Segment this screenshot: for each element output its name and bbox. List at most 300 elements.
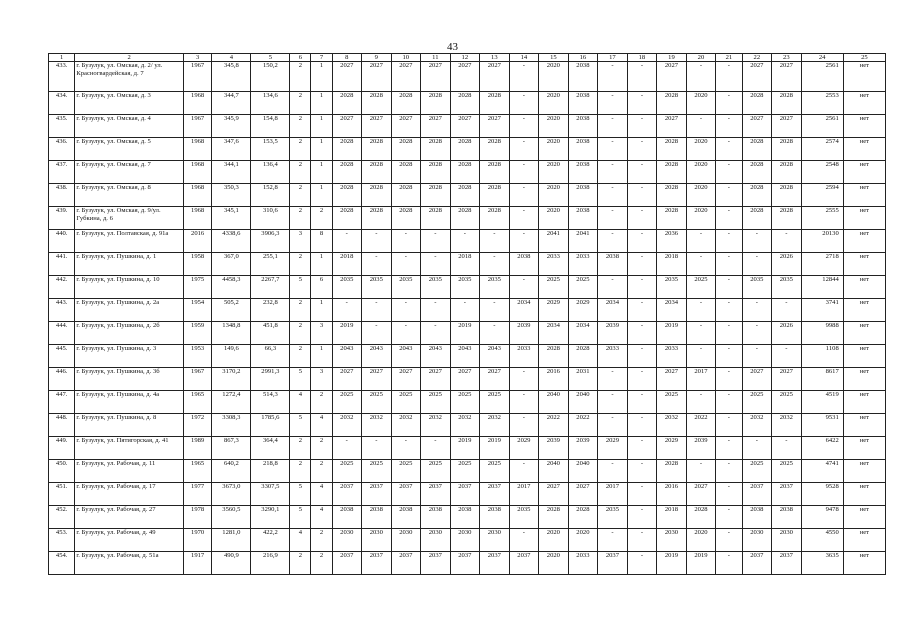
- table-cell: 453.: [49, 529, 75, 552]
- table-cell: 2028: [391, 207, 421, 230]
- table-cell: 2: [290, 552, 311, 575]
- table-cell: 2037: [332, 483, 362, 506]
- table-cell: 2030: [772, 529, 802, 552]
- table-cell: нет: [843, 345, 885, 368]
- table-cell: 2555: [801, 207, 843, 230]
- table-cell: 2028: [391, 92, 421, 115]
- table-cell: -: [480, 299, 510, 322]
- table-row: [49, 552, 886, 575]
- table-cell: -: [421, 253, 451, 276]
- column-number: 14: [509, 54, 539, 62]
- table-cell: 2028: [421, 138, 451, 161]
- table-cell: -: [716, 529, 742, 552]
- table-cell: 2028: [362, 207, 392, 230]
- table-cell: -: [480, 230, 510, 253]
- column-number: 24: [801, 54, 843, 62]
- table-cell: 6: [311, 276, 332, 299]
- table-cell: 1281,0: [212, 529, 251, 552]
- table-cell: -: [716, 92, 742, 115]
- table-cell: 2027: [742, 368, 772, 391]
- table-cell: 2028: [450, 138, 480, 161]
- table-cell: 2028: [480, 92, 510, 115]
- table-cell: -: [627, 506, 657, 529]
- table-cell: 490,9: [212, 552, 251, 575]
- table-cell: 2035: [480, 276, 510, 299]
- table-cell: 2032: [391, 414, 421, 437]
- table-cell: 2018: [450, 253, 480, 276]
- table-cell: 2034: [568, 322, 598, 345]
- table-cell: -: [480, 253, 510, 276]
- table-cell: 2043: [421, 345, 451, 368]
- table-cell: 2027: [480, 62, 510, 92]
- table-row: [49, 299, 886, 322]
- table-cell: 152,8: [251, 184, 290, 207]
- table-cell: 3308,3: [212, 414, 251, 437]
- table-cell: 2027: [362, 62, 392, 92]
- table-cell: -: [716, 299, 742, 322]
- table-cell: -: [627, 230, 657, 253]
- table-cell: 1968: [183, 184, 211, 207]
- column-number: 10: [391, 54, 421, 62]
- table-cell: 2016: [657, 483, 687, 506]
- table-cell: 2027: [657, 115, 687, 138]
- table-cell: 310,6: [251, 207, 290, 230]
- table-cell: 2027: [362, 115, 392, 138]
- table-cell: 2027: [391, 115, 421, 138]
- table-row: [49, 161, 886, 184]
- table-cell: -: [627, 207, 657, 230]
- table-cell: 1: [311, 184, 332, 207]
- table-cell: 5: [290, 506, 311, 529]
- table-cell: 2: [311, 207, 332, 230]
- column-number: 12: [450, 54, 480, 62]
- table-cell: 2028: [450, 161, 480, 184]
- table-cell: 1968: [183, 207, 211, 230]
- table-cell: -: [509, 460, 539, 483]
- table-cell: 2028: [742, 92, 772, 115]
- table-cell: -: [509, 92, 539, 115]
- table-cell: 2017: [509, 483, 539, 506]
- table-cell: -: [509, 414, 539, 437]
- table-cell: 2025: [539, 276, 569, 299]
- table-cell: -: [391, 230, 421, 253]
- table-cell: -: [686, 460, 716, 483]
- table-cell: 2: [290, 207, 311, 230]
- table-cell: 2028: [332, 161, 362, 184]
- table-cell: 2035: [772, 276, 802, 299]
- table-cell: нет: [843, 460, 885, 483]
- table-cell: 2028: [742, 184, 772, 207]
- table-cell: 1968: [183, 92, 211, 115]
- table-cell: 2020: [539, 207, 569, 230]
- table-cell: 364,4: [251, 437, 290, 460]
- table-cell: 2037: [480, 552, 510, 575]
- table-cell: -: [598, 368, 628, 391]
- table-cell: 2032: [657, 414, 687, 437]
- table-cell: 2017: [598, 483, 628, 506]
- table-cell: 2020: [539, 552, 569, 575]
- table-cell: -: [332, 230, 362, 253]
- table-cell: -: [627, 322, 657, 345]
- table-cell: 2020: [539, 115, 569, 138]
- table-cell: 2027: [391, 368, 421, 391]
- table-cell: 1: [311, 253, 332, 276]
- table-cell: 442.: [49, 276, 75, 299]
- table-cell: 1348,8: [212, 322, 251, 345]
- table-cell: -: [716, 414, 742, 437]
- table-cell: 2027: [480, 368, 510, 391]
- table-cell: 9531: [801, 414, 843, 437]
- table-cell: 2038: [568, 207, 598, 230]
- table-cell: 3290,1: [251, 506, 290, 529]
- column-number: 21: [716, 54, 742, 62]
- table-cell: 5: [290, 414, 311, 437]
- table-cell: 1917: [183, 552, 211, 575]
- page-number: 43: [447, 41, 458, 53]
- table-cell: 345,9: [212, 115, 251, 138]
- table-cell: 2028: [391, 161, 421, 184]
- table-row: [49, 62, 886, 92]
- table-cell: 3673,0: [212, 483, 251, 506]
- table-cell: -: [598, 115, 628, 138]
- table-cell: 2025: [480, 391, 510, 414]
- table-cell: нет: [843, 368, 885, 391]
- table-cell: 2028: [421, 207, 451, 230]
- table-cell: 2028: [742, 161, 772, 184]
- table-cell: 2028: [657, 460, 687, 483]
- table-cell: 2267,7: [251, 276, 290, 299]
- column-number: 2: [75, 54, 184, 62]
- table-cell: 2037: [362, 483, 392, 506]
- table-cell: 2028: [772, 207, 802, 230]
- table-cell: 450.: [49, 460, 75, 483]
- table-cell: 3: [311, 322, 332, 345]
- address-cell: г. Бузулук, ул. Омская, д. 5: [75, 138, 184, 161]
- table-cell: 2034: [539, 322, 569, 345]
- table-cell: 2027: [450, 62, 480, 92]
- table-cell: 2029: [509, 437, 539, 460]
- table-cell: -: [362, 299, 392, 322]
- table-cell: 2019: [480, 437, 510, 460]
- address-cell: г. Бузулук, ул. Пятигорская, д. 41: [75, 437, 184, 460]
- table-cell: 12844: [801, 276, 843, 299]
- table-cell: -: [772, 299, 802, 322]
- table-cell: 2027: [686, 483, 716, 506]
- table-cell: -: [716, 368, 742, 391]
- table-cell: 2025: [362, 391, 392, 414]
- table-cell: 4: [311, 483, 332, 506]
- table-cell: нет: [843, 161, 885, 184]
- table-cell: 2039: [686, 437, 716, 460]
- table-cell: -: [509, 368, 539, 391]
- table-cell: нет: [843, 529, 885, 552]
- table-cell: 2034: [657, 299, 687, 322]
- table-cell: 2027: [657, 62, 687, 92]
- table-cell: 2032: [450, 414, 480, 437]
- table-cell: нет: [843, 62, 885, 92]
- table-cell: 2025: [332, 391, 362, 414]
- table-cell: -: [627, 138, 657, 161]
- table-cell: 216,9: [251, 552, 290, 575]
- table-cell: 446.: [49, 368, 75, 391]
- table-cell: 2025: [657, 391, 687, 414]
- column-number: 19: [657, 54, 687, 62]
- table-cell: 2: [311, 460, 332, 483]
- table-cell: 1959: [183, 322, 211, 345]
- column-number: 23: [772, 54, 802, 62]
- table-cell: 2: [290, 92, 311, 115]
- table-cell: 2038: [391, 506, 421, 529]
- table-cell: 1967: [183, 115, 211, 138]
- table-cell: 2033: [598, 345, 628, 368]
- table-cell: -: [627, 276, 657, 299]
- table-cell: 2039: [509, 322, 539, 345]
- table-cell: 2028: [362, 184, 392, 207]
- table-cell: 2594: [801, 184, 843, 207]
- column-number: 20: [686, 54, 716, 62]
- table-row: [49, 414, 886, 437]
- table-cell: 2028: [332, 184, 362, 207]
- table-cell: -: [480, 322, 510, 345]
- table-cell: -: [742, 253, 772, 276]
- table-cell: 2037: [772, 552, 802, 575]
- table-cell: 2027: [772, 115, 802, 138]
- table-cell: 2020: [686, 184, 716, 207]
- table-cell: 441.: [49, 253, 75, 276]
- table-cell: 2025: [772, 460, 802, 483]
- table-cell: -: [686, 62, 716, 92]
- table-cell: 2028: [772, 161, 802, 184]
- table-cell: 2038: [362, 506, 392, 529]
- table-cell: 2028: [421, 161, 451, 184]
- column-number: 1: [49, 54, 75, 62]
- table-cell: 1953: [183, 345, 211, 368]
- table-cell: -: [391, 299, 421, 322]
- table-cell: 149,6: [212, 345, 251, 368]
- table-cell: 345,1: [212, 207, 251, 230]
- table-cell: 2038: [568, 62, 598, 92]
- table-cell: нет: [843, 115, 885, 138]
- table-cell: нет: [843, 138, 885, 161]
- table-cell: 2027: [421, 368, 451, 391]
- table-cell: нет: [843, 437, 885, 460]
- table-cell: -: [598, 414, 628, 437]
- table-cell: 437.: [49, 161, 75, 184]
- table-cell: 2038: [332, 506, 362, 529]
- table-cell: 255,1: [251, 253, 290, 276]
- column-number: 3: [183, 54, 211, 62]
- table-cell: 2017: [686, 368, 716, 391]
- table-cell: -: [716, 161, 742, 184]
- table-cell: 2028: [362, 92, 392, 115]
- table-cell: 447.: [49, 391, 75, 414]
- table-cell: -: [627, 345, 657, 368]
- table-row: [49, 184, 886, 207]
- table-cell: 2020: [686, 161, 716, 184]
- table-cell: 2043: [480, 345, 510, 368]
- table-cell: 454.: [49, 552, 75, 575]
- table-cell: 433.: [49, 62, 75, 92]
- table-cell: -: [686, 345, 716, 368]
- table-cell: -: [742, 345, 772, 368]
- table-cell: -: [627, 460, 657, 483]
- table-cell: 344,7: [212, 92, 251, 115]
- table-cell: 2025: [772, 391, 802, 414]
- table-cell: 2027: [742, 115, 772, 138]
- table-cell: -: [742, 230, 772, 253]
- table-cell: 3: [290, 230, 311, 253]
- table-cell: -: [509, 276, 539, 299]
- table-cell: 2028: [332, 138, 362, 161]
- address-cell: г. Бузулук, ул. Рабочая, д. 49: [75, 529, 184, 552]
- table-cell: 2037: [742, 483, 772, 506]
- table-cell: нет: [843, 92, 885, 115]
- table-cell: 2026: [772, 322, 802, 345]
- table-cell: -: [716, 391, 742, 414]
- table-cell: 505,2: [212, 299, 251, 322]
- table-cell: 2028: [391, 138, 421, 161]
- table-cell: 2028: [772, 92, 802, 115]
- table-cell: 2030: [421, 529, 451, 552]
- table-cell: -: [509, 184, 539, 207]
- table-cell: нет: [843, 414, 885, 437]
- table-cell: 2016: [539, 368, 569, 391]
- table-cell: 20130: [801, 230, 843, 253]
- table-cell: 136,4: [251, 161, 290, 184]
- table-cell: 2020: [539, 529, 569, 552]
- table-cell: нет: [843, 299, 885, 322]
- table-cell: нет: [843, 483, 885, 506]
- table-cell: -: [421, 299, 451, 322]
- table-cell: -: [391, 322, 421, 345]
- table-cell: 4: [290, 529, 311, 552]
- table-cell: -: [716, 345, 742, 368]
- table-cell: 2033: [568, 552, 598, 575]
- table-cell: 1: [311, 299, 332, 322]
- table-cell: 2041: [539, 230, 569, 253]
- table-cell: 8617: [801, 368, 843, 391]
- table-cell: 2028: [657, 138, 687, 161]
- address-cell: г. Бузулук, ул. Рабочая, д. 27: [75, 506, 184, 529]
- table-cell: -: [332, 437, 362, 460]
- table-cell: 2: [290, 322, 311, 345]
- table-cell: -: [598, 92, 628, 115]
- table-cell: 2: [311, 552, 332, 575]
- table-cell: 1975: [183, 276, 211, 299]
- table-cell: 350,3: [212, 184, 251, 207]
- table-cell: 2025: [568, 276, 598, 299]
- table-cell: нет: [843, 207, 885, 230]
- table-cell: 2032: [332, 414, 362, 437]
- table-cell: 2038: [568, 115, 598, 138]
- table-cell: нет: [843, 184, 885, 207]
- table-cell: 2038: [568, 138, 598, 161]
- table-cell: 2029: [539, 299, 569, 322]
- table-cell: 2020: [539, 138, 569, 161]
- column-number: 18: [627, 54, 657, 62]
- column-number: 8: [332, 54, 362, 62]
- table-cell: 2018: [657, 253, 687, 276]
- table-cell: 2035: [391, 276, 421, 299]
- table-cell: 2027: [772, 368, 802, 391]
- table-cell: 134,6: [251, 92, 290, 115]
- table-cell: 1977: [183, 483, 211, 506]
- address-cell: г. Бузулук, ул. Пушкина, д. 3: [75, 345, 184, 368]
- table-cell: -: [742, 437, 772, 460]
- table-cell: 2043: [450, 345, 480, 368]
- table-cell: 153,5: [251, 138, 290, 161]
- table-cell: 2028: [772, 184, 802, 207]
- table-cell: 2025: [391, 391, 421, 414]
- table-cell: 3: [311, 368, 332, 391]
- table-cell: 2032: [421, 414, 451, 437]
- table-cell: 2027: [480, 115, 510, 138]
- table-cell: 9528: [801, 483, 843, 506]
- table-cell: -: [362, 437, 392, 460]
- table-cell: 1272,4: [212, 391, 251, 414]
- table-cell: 2019: [450, 437, 480, 460]
- table-cell: 2029: [598, 437, 628, 460]
- table-cell: 2028: [657, 184, 687, 207]
- table-cell: -: [716, 483, 742, 506]
- table-cell: 2034: [509, 299, 539, 322]
- table-cell: 2038: [598, 253, 628, 276]
- table-cell: 2019: [686, 552, 716, 575]
- table-cell: 2574: [801, 138, 843, 161]
- table-cell: 2038: [421, 506, 451, 529]
- table-cell: 2028: [332, 207, 362, 230]
- table-cell: -: [362, 253, 392, 276]
- table-cell: 2027: [657, 368, 687, 391]
- table-cell: 2: [311, 529, 332, 552]
- table-row: [49, 138, 886, 161]
- table-cell: -: [598, 184, 628, 207]
- table-cell: 2028: [568, 506, 598, 529]
- table-cell: -: [627, 368, 657, 391]
- table-row: [49, 92, 886, 115]
- table-cell: -: [686, 115, 716, 138]
- table-cell: 2028: [391, 184, 421, 207]
- table-cell: 1978: [183, 506, 211, 529]
- table-cell: 2035: [598, 506, 628, 529]
- column-number: 5: [251, 54, 290, 62]
- register-table: [48, 53, 886, 575]
- table-cell: 4: [290, 391, 311, 414]
- table-cell: -: [598, 62, 628, 92]
- table-cell: 2037: [421, 483, 451, 506]
- table-cell: 2033: [539, 253, 569, 276]
- table-cell: -: [627, 299, 657, 322]
- table-cell: 2028: [421, 184, 451, 207]
- table-cell: 2027: [332, 115, 362, 138]
- address-cell: г. Бузулук, ул. Пушкина, д. 4а: [75, 391, 184, 414]
- table-cell: 2038: [568, 92, 598, 115]
- table-cell: -: [627, 253, 657, 276]
- table-cell: 444.: [49, 322, 75, 345]
- column-number: 11: [421, 54, 451, 62]
- table-cell: 2030: [742, 529, 772, 552]
- table-cell: 2039: [598, 322, 628, 345]
- table-cell: 2035: [450, 276, 480, 299]
- column-number: 7: [311, 54, 332, 62]
- table-cell: -: [421, 322, 451, 345]
- table-cell: -: [627, 391, 657, 414]
- table-cell: 2030: [480, 529, 510, 552]
- table-cell: нет: [843, 276, 885, 299]
- table-cell: 2028: [480, 161, 510, 184]
- table-cell: 2028: [742, 138, 772, 161]
- table-cell: 2: [290, 253, 311, 276]
